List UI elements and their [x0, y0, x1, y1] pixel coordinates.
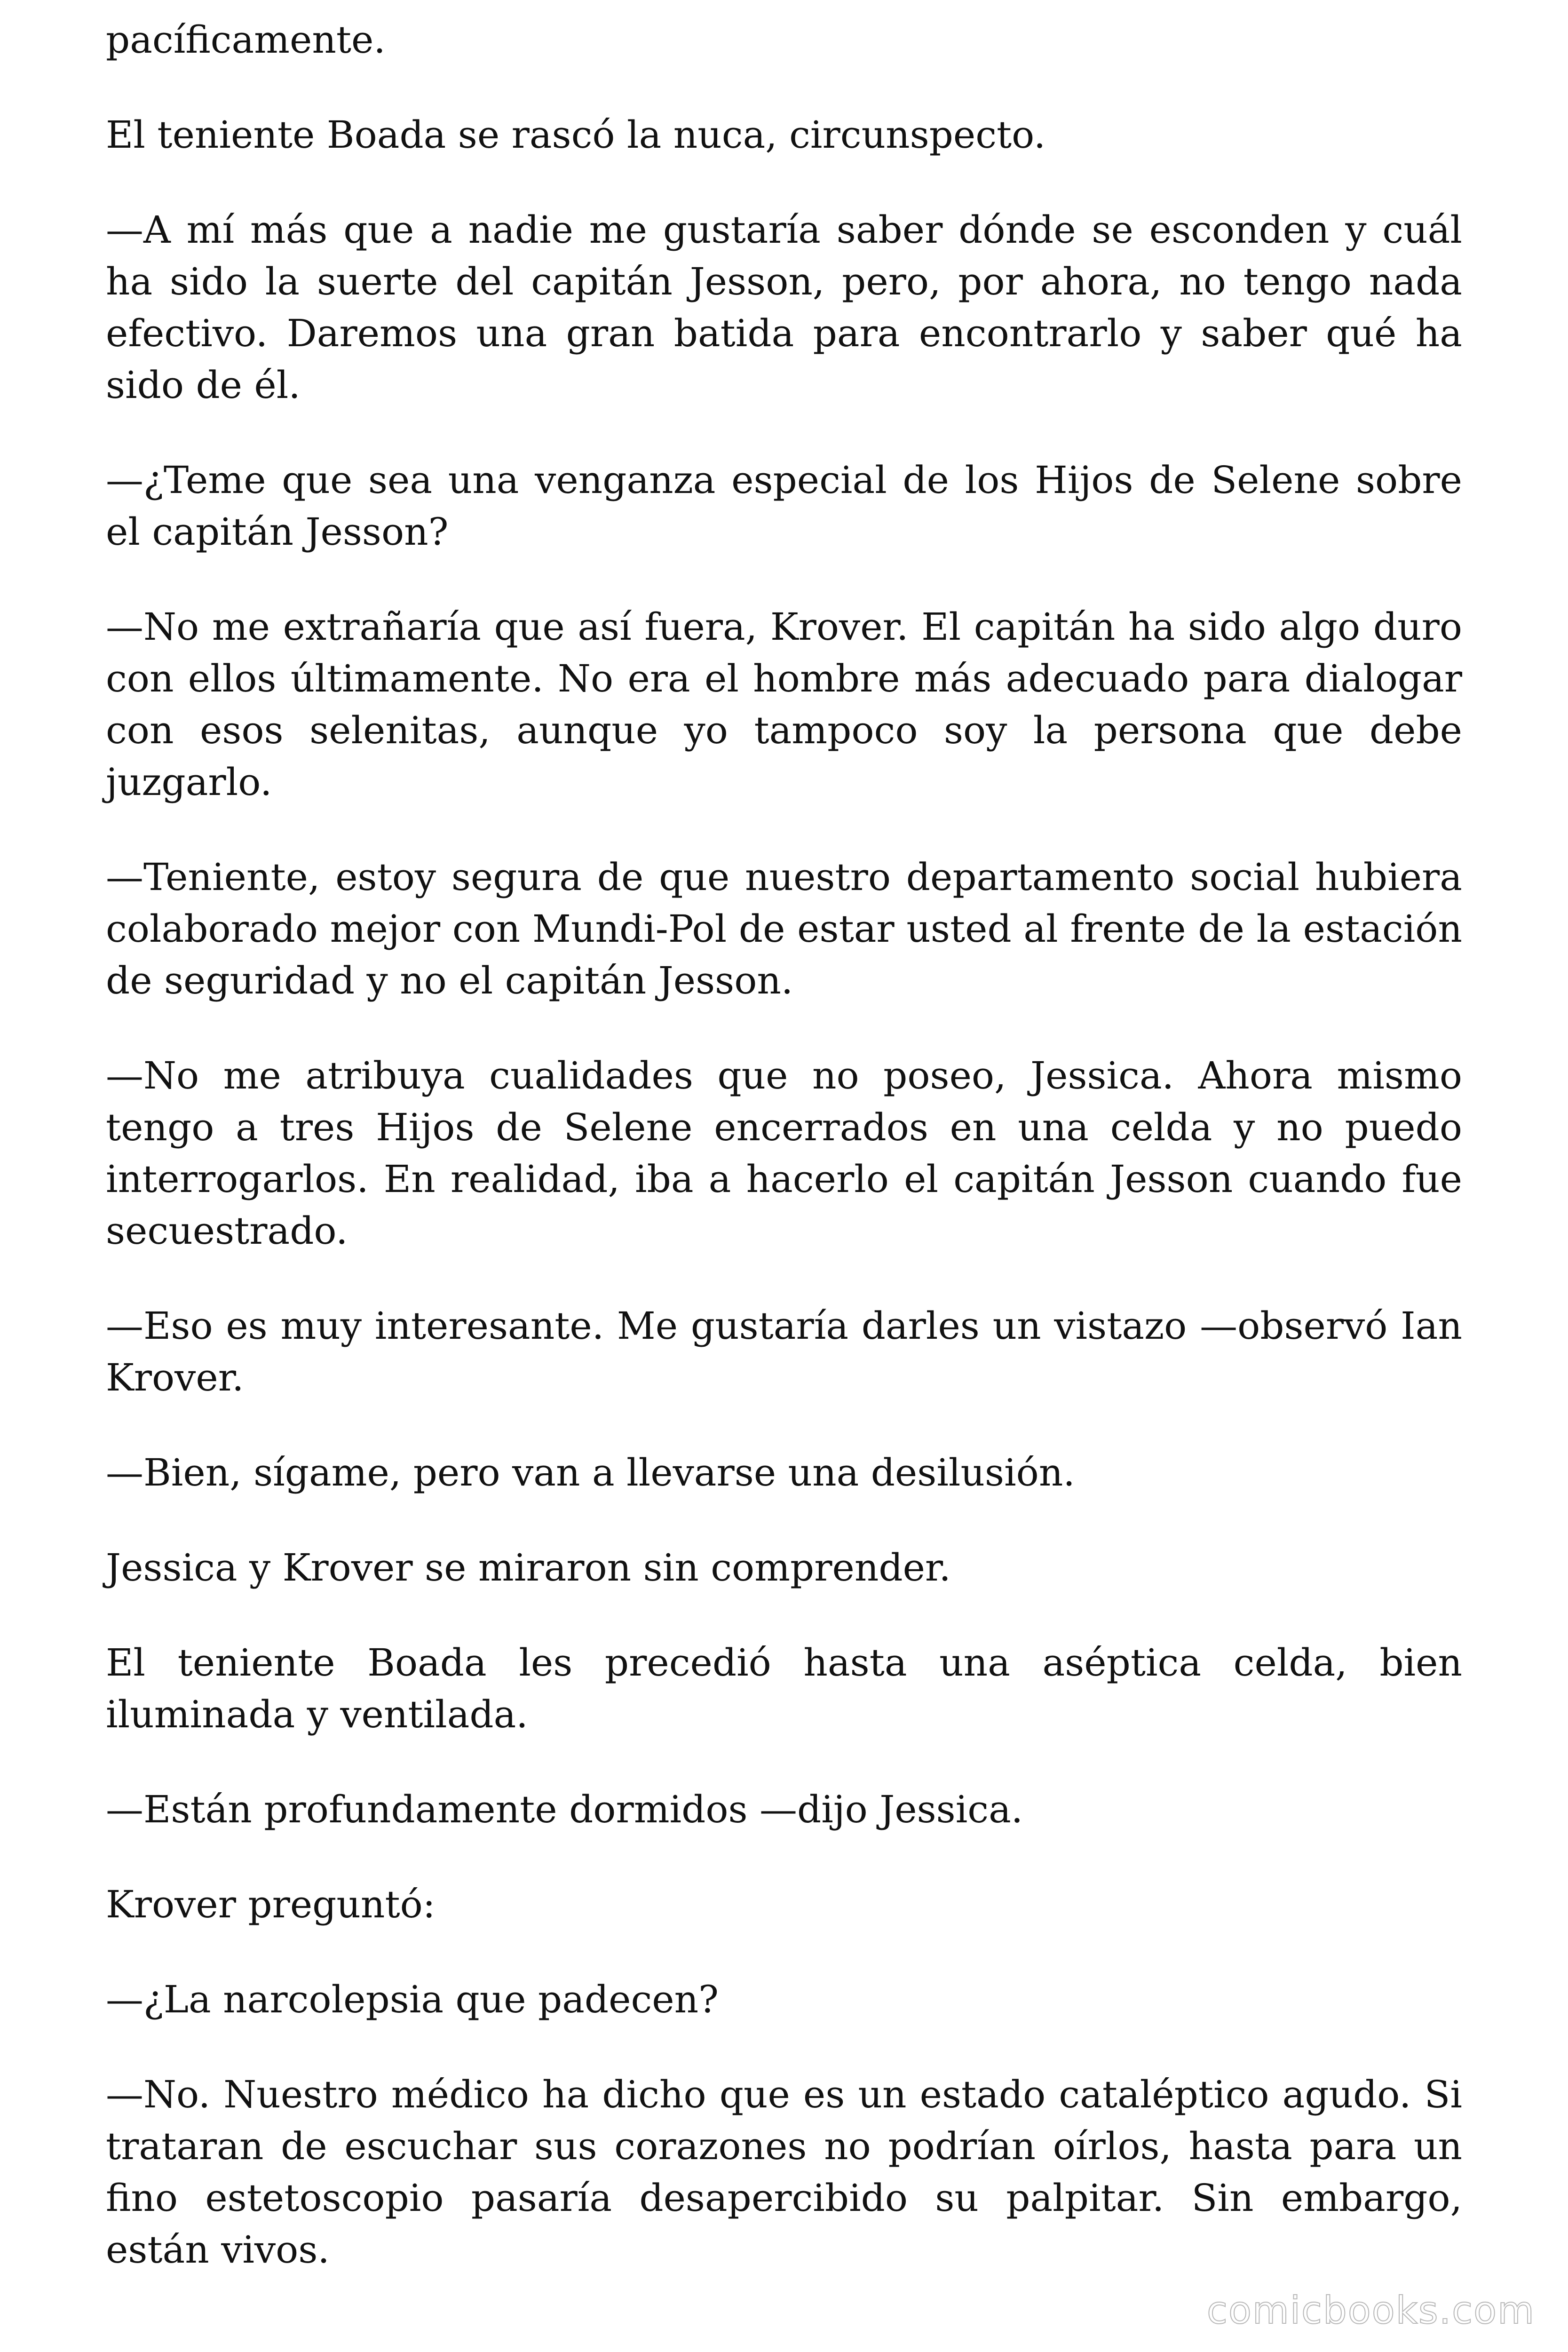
paragraph: —No. Nuestro médico ha dicho que es un estado cataléptico agudo. Si trataran de escuchar sus corazones no podrían oírlos, hasta para un fino estetoscopio pasaría desapercibido su palpitar. Sin embargo, están vivos.: [106, 2073, 1462, 2272]
paragraph: —Teniente, estoy segura de que nuestro departamento social hubiera colaborado mejor con Mundi-Pol de estar usted al frente de la estación de seguridad y no el capitán Jesson.: [106, 855, 1462, 1002]
paragraph: —Están profundamente dormidos —dijo Jessica.: [106, 1788, 1023, 1831]
book-page-text: [106, 14, 1462, 2276]
paragraph: El teniente Boada les precedió hasta una aséptica celda, bien iluminada y ventilada.: [106, 1641, 1462, 1736]
paragraph: —No me extrañaría que así fuera, Krover. El capitán ha sido algo duro con ellos últimamente. No era el hombre más adecuado para dialogar con esos selenitas, aunque yo tampoco soy la persona que debe juzgarlo.: [106, 605, 1462, 804]
paragraph: —No me atribuya cualidades que no poseo, Jessica. Ahora mismo tengo a tres Hijos de Selene encerrados en una celda y no puedo interrogarlos. En realidad, iba a hacerlo el capitán Jesson cuando fue secuestrado.: [106, 1054, 1462, 1253]
paragraph: —A mí más que a nadie me gustaría saber dónde se esconden y cuál ha sido la suerte del capitán Jesson, pero, por ahora, no tengo nada efectivo. Daremos una gran batida para encontrarlo y saber qué ha sido de él.: [106, 208, 1462, 407]
paragraph: —¿La narcolepsia que padecen?: [106, 1978, 719, 2021]
paragraph: Krover preguntó:: [106, 1883, 436, 1926]
watermark-logo: comicbooks.com: [1206, 2288, 1535, 2332]
paragraph: —¿Teme que sea una venganza especial de los Hijos de Selene sobre el capitán Jesson?: [106, 458, 1462, 554]
paragraph: —Eso es muy interesante. Me gustaría darles un vistazo —observó Ian Krover.: [106, 1304, 1462, 1399]
paragraph: El teniente Boada se rascó la nuca, circunspecto.: [106, 113, 1046, 157]
paragraph: —Bien, sígame, pero van a llevarse una desilusión.: [106, 1451, 1075, 1494]
paragraph: pacíficamente.: [106, 18, 386, 62]
paragraph: Jessica y Krover se miraron sin comprender.: [106, 1546, 951, 1589]
